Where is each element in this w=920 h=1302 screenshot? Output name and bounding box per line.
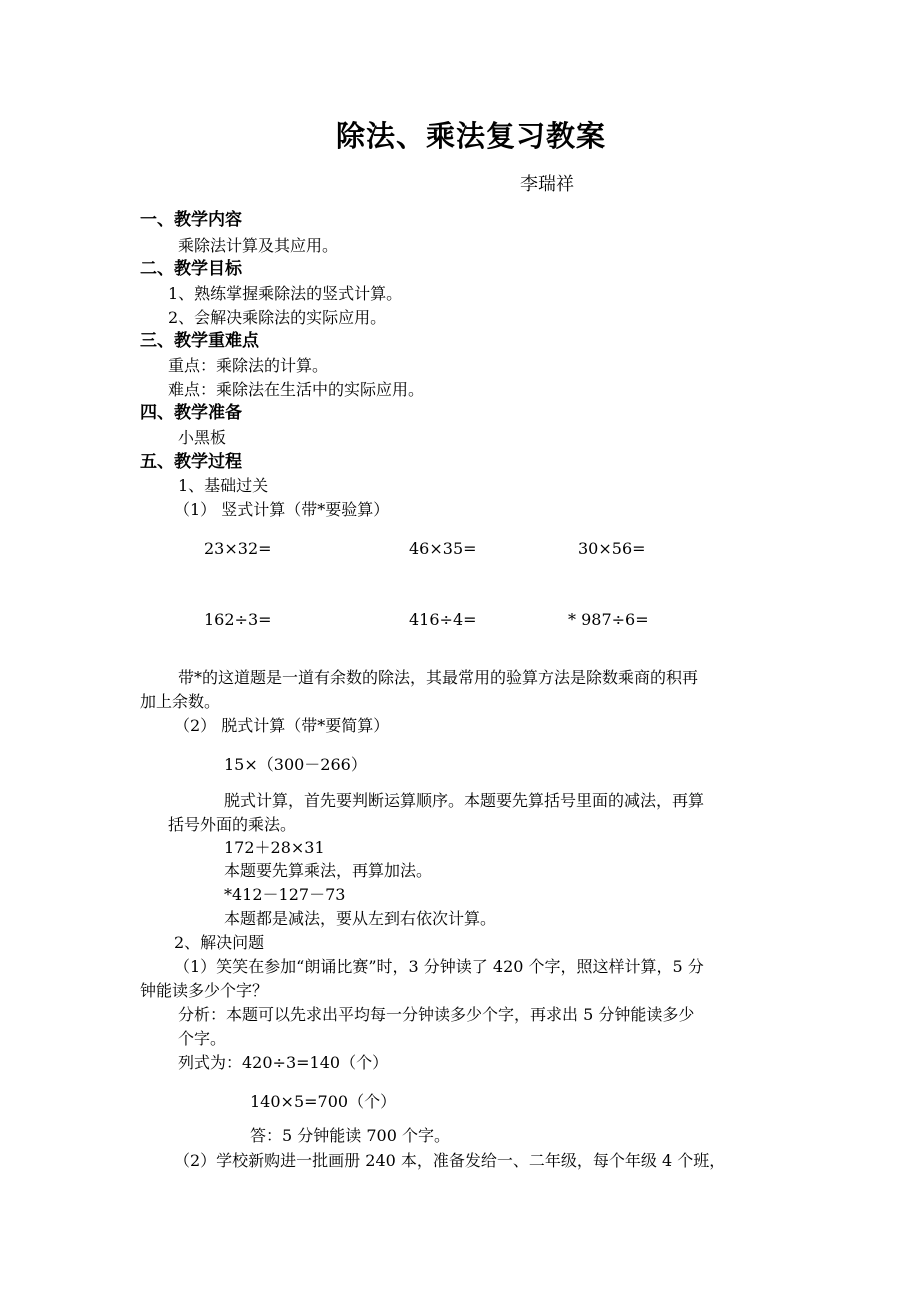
- question: （2）学校新购进一批画册 240 本，准备发给一、二年级，每个年级 4 个班，: [174, 1151, 726, 1170]
- step-basic: 1、基础过关: [178, 476, 269, 495]
- note-paragraph: 带*的这道题是一道有余数的除法，其最常用的验算方法是除数乘商的积再: [178, 668, 699, 687]
- preparation-text: 小黑板: [178, 428, 227, 447]
- expression: *412－127－73: [224, 885, 346, 904]
- difficult-point: 难点：乘除法在生活中的实际应用。: [168, 380, 425, 399]
- key-point: 重点：乘除法的计算。: [168, 356, 329, 375]
- part1-label: （1） 竖式计算（带*要验算）: [174, 500, 390, 519]
- question: （1）笑笑在参加“朗诵比赛”时，3 分钟读了 420 个字，照这样计算，5 分: [174, 957, 704, 976]
- problem: 30×56=: [578, 539, 646, 558]
- section-heading-process: 五、教学过程: [140, 452, 242, 472]
- analysis: 分析：本题可以先求出平均每一分钟读多少个字，再求出 5 分钟能读多少: [178, 1005, 695, 1024]
- page-title: 除法、乘法复习教案: [336, 119, 607, 153]
- problem: 23×32=: [204, 539, 272, 558]
- analysis: 个字。: [178, 1029, 227, 1048]
- question: 钟能读多少个字？: [140, 981, 269, 1000]
- section-heading-keypoints: 三、教学重难点: [140, 331, 259, 351]
- section-heading-content: 一、教学内容: [140, 210, 242, 230]
- formula: 列式为：420÷3=140（个）: [178, 1053, 389, 1072]
- expression-note: 括号外面的乘法。: [168, 815, 297, 834]
- note-paragraph: 加上余数。: [140, 692, 221, 711]
- expression-note: 本题要先算乘法，再算加法。: [224, 861, 433, 880]
- goal-item-2: 2、会解决乘除法的实际应用。: [168, 308, 387, 327]
- step-solve: 2、解决问题: [174, 933, 265, 952]
- problem: 46×35=: [409, 539, 477, 558]
- part2-label: （2） 脱式计算（带*要简算）: [174, 716, 390, 735]
- answer: 答：5 分钟能读 700 个字。: [250, 1126, 450, 1145]
- expression-note: 本题都是减法，要从左到右依次计算。: [224, 909, 497, 928]
- problem: * 987÷6=: [568, 610, 649, 629]
- section-heading-goals: 二、教学目标: [140, 259, 242, 279]
- expression: 172＋28×31: [224, 838, 325, 857]
- formula: 140×5=700（个）: [250, 1092, 397, 1111]
- section-heading-preparation: 四、教学准备: [140, 403, 242, 423]
- goal-item-1: 1、熟练掌握乘除法的竖式计算。: [168, 284, 403, 303]
- expression: 15×（300－266）: [224, 755, 367, 774]
- problem: 416÷4=: [409, 610, 477, 629]
- problem: 162÷3=: [204, 610, 272, 629]
- author-name: 李瑞祥: [520, 174, 574, 195]
- section-text-content: 乘除法计算及其应用。: [178, 236, 339, 255]
- expression-note: 脱式计算，首先要判断运算顺序。本题要先算括号里面的减法，再算: [224, 791, 705, 810]
